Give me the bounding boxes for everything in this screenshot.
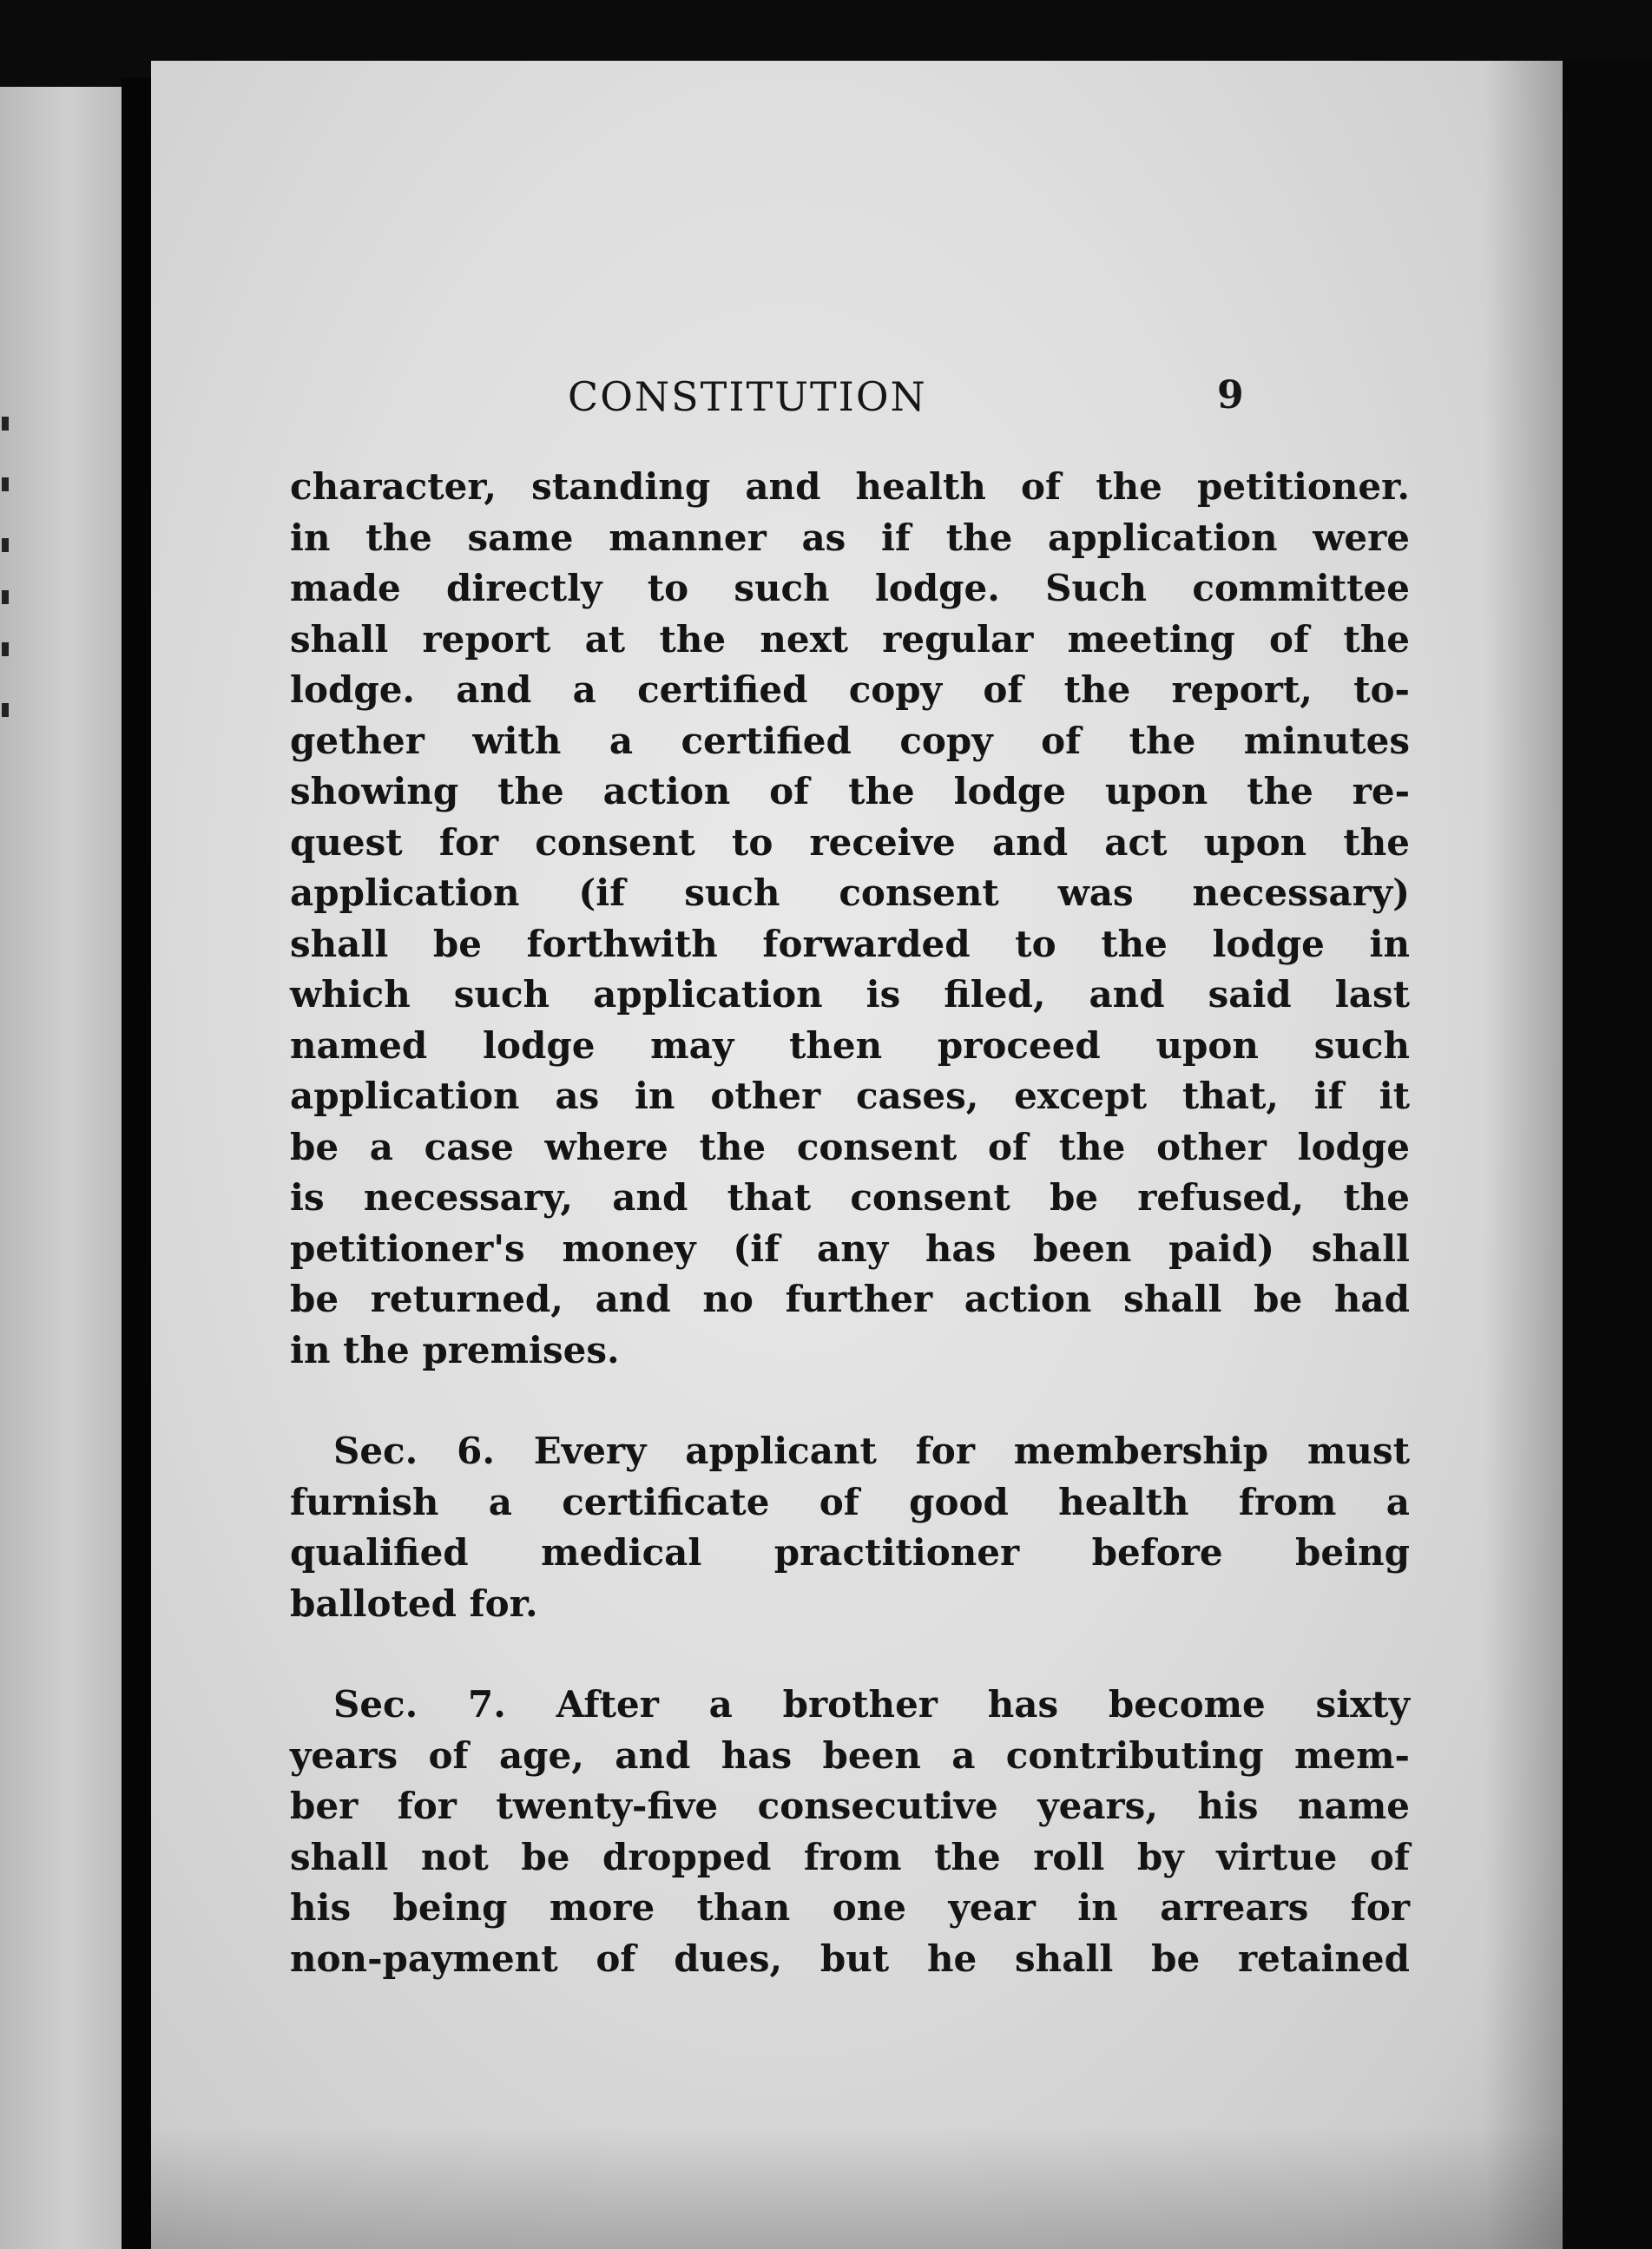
text-line: is necessary, and that consent be refused, the xyxy=(290,1176,1410,1219)
text-line: character, standing and health of the petitioner. xyxy=(290,465,1410,508)
text-line: ber for twenty-five consecutive years, his name xyxy=(290,1785,1410,1827)
section-7-line: Sec. 7. After a brother has become sixty xyxy=(333,1683,1410,1726)
running-title: CONSTITUTION xyxy=(568,373,927,420)
book-spine xyxy=(122,78,151,2249)
text-line: shall not be dropped from the roll by virtue of xyxy=(290,1835,1410,1878)
text-line: petitioner's money (if any has been paid) shall xyxy=(290,1226,1410,1270)
text-line: years of age, and has been a contributing mem- xyxy=(290,1733,1410,1777)
body-text xyxy=(290,462,1410,1984)
text-line: be a case where the consent of the other lodge xyxy=(290,1125,1410,1168)
text-line: be returned, and no further action shall be had xyxy=(290,1278,1410,1320)
text-line: in the premises. xyxy=(290,1328,620,1371)
page-shadow-bottom xyxy=(151,2127,1563,2249)
running-header xyxy=(151,373,1563,434)
text-line: showing the action of the lodge upon the re- xyxy=(290,770,1410,812)
facing-page-marks xyxy=(0,417,17,764)
text-line: shall be forthwith forwarded to the lodge in xyxy=(290,922,1410,965)
text-line: qualified medical practitioner before being xyxy=(290,1531,1410,1574)
section-6-line: Sec. 6. Every applicant for membership must xyxy=(333,1430,1410,1472)
text-line: his being more than one year in arrears for xyxy=(290,1886,1410,1929)
text-line: application as in other cases, except that, if it xyxy=(290,1075,1410,1117)
paragraph-gap xyxy=(290,1629,1410,1680)
book-page xyxy=(151,61,1563,2249)
text-line: balloted for. xyxy=(290,1582,538,1625)
paragraph-gap xyxy=(290,1376,1410,1426)
text-line: non-payment of dues, but he shall be retained xyxy=(290,1937,1410,1980)
facing-page-edge xyxy=(0,87,122,2249)
text-line: furnish a certificate of good health from a xyxy=(290,1480,1410,1523)
text-line: shall report at the next regular meeting of the xyxy=(290,617,1410,661)
text-line: lodge. and a certified copy of the report, to- xyxy=(290,668,1410,711)
text-line: made directly to such lodge. Such committee xyxy=(290,567,1410,609)
text-line: in the same manner as if the application were xyxy=(290,516,1410,559)
text-line: named lodge may then proceed upon such xyxy=(290,1023,1410,1067)
text-line: gether with a certified copy of the minutes xyxy=(290,719,1410,762)
right-dark-border xyxy=(1563,61,1652,2249)
text-line: application (if such consent was necessary) xyxy=(290,871,1410,914)
text-line: which such application is filed, and said last xyxy=(290,973,1410,1016)
text-line: quest for consent to receive and act upon the xyxy=(290,820,1410,864)
page-number: 9 xyxy=(1217,373,1244,418)
